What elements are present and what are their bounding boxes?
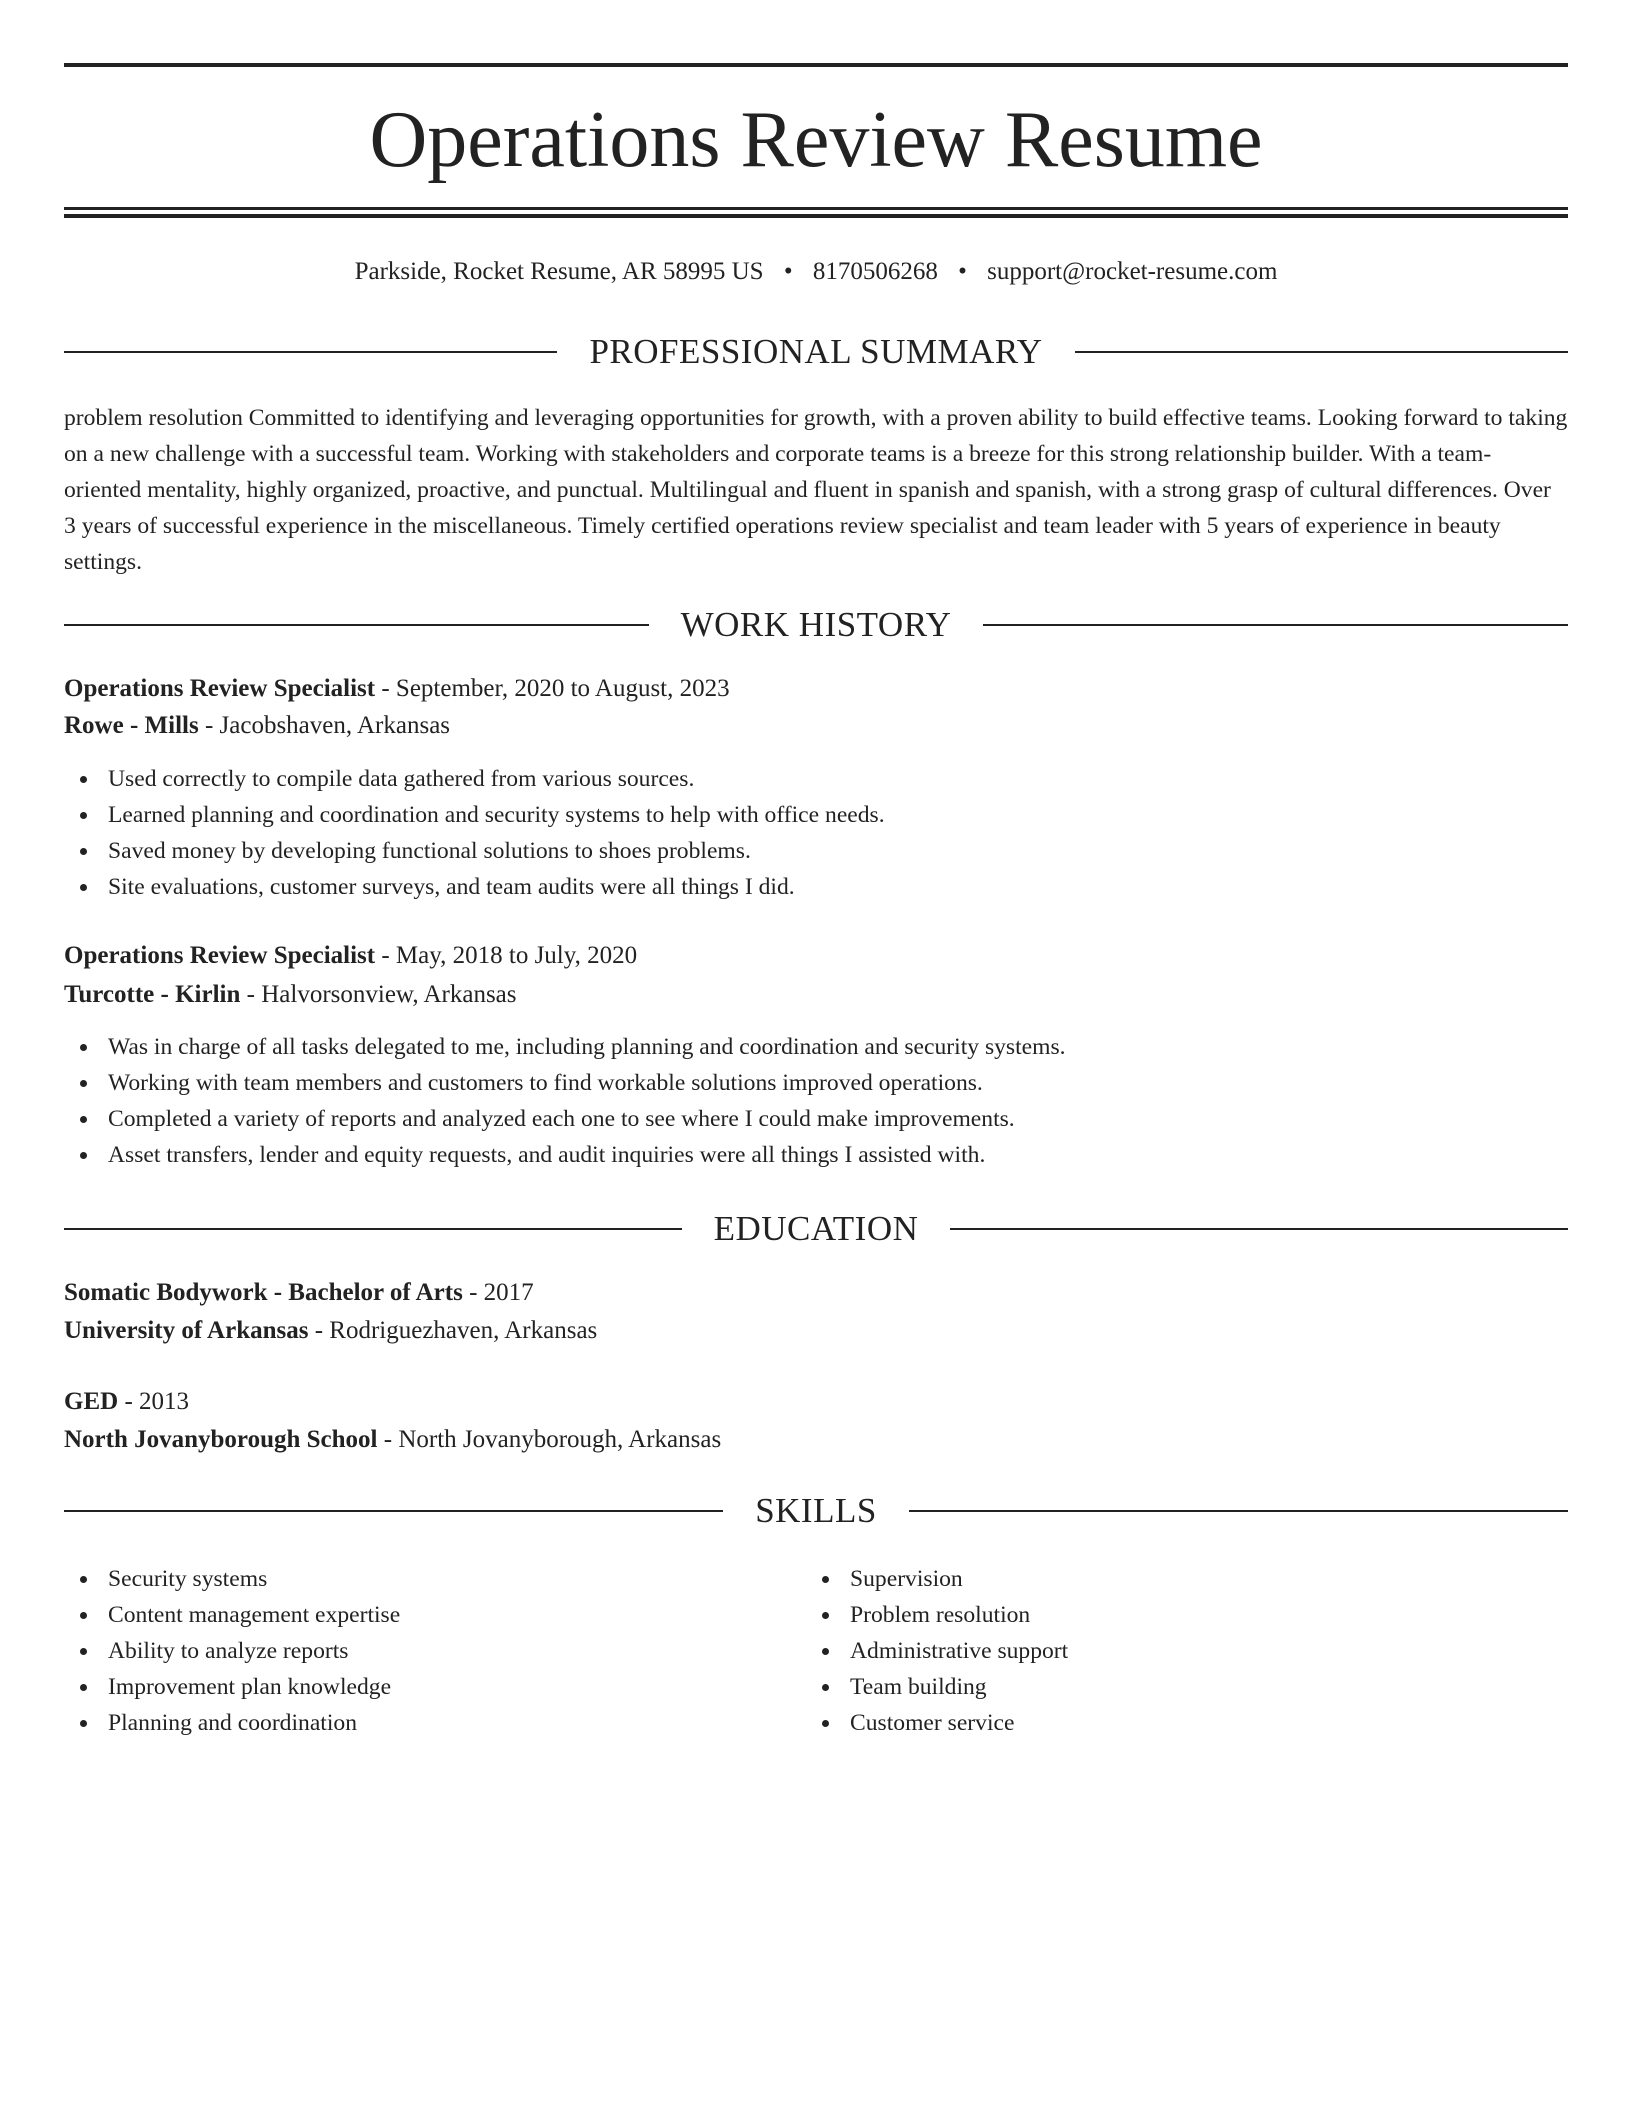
job-dates: May, 2018 to July, 2020 (395, 942, 638, 969)
list-item: Completed a variety of reports and analyzed each one to see where I could make improvements. (64, 1101, 1066, 1137)
skill-item: Administrative support (806, 1633, 1068, 1669)
heading-rule-right (909, 1510, 1568, 1512)
contact-phone: 8170506268 (812, 258, 938, 285)
education-school: University of Arkansas (64, 1317, 309, 1344)
job-company-line (64, 708, 450, 744)
section-heading-skills (64, 1489, 1568, 1533)
section-title: EDUCATION (713, 1209, 919, 1248)
job-title: Operations Review Specialist (64, 675, 376, 702)
contact-line (64, 255, 1568, 289)
skill-item: Improvement plan knowledge (64, 1669, 400, 1705)
education-school-line (64, 1422, 721, 1458)
summary-text: problem resolution Committed to identifying and leveraging opportunities for growth, with a proven ability to build effective teams. Looking forward to taking on a new challenge with a successful team. Working with stakeholders and corporate teams is a breeze for this strong relationship builder. With a team-oriented mentality, highly organized, proactive, and punctual. Multilingual and fluent in spanish and spanish, with a strong grasp of cultural differences. Over 3 years of successful experience in the miscellaneous. Timely certified operations review specialist and team leader with 5 years of experience in beauty settings. (64, 405, 1568, 575)
list-item: Site evaluations, customer surveys, and team audits were all things I did. (64, 869, 885, 905)
heading-rule-right (950, 1228, 1568, 1230)
education-year: 2017 (483, 1279, 534, 1306)
job-location: Halvorsonview, Arkansas (261, 981, 517, 1008)
section-title: SKILLS (755, 1491, 877, 1530)
skill-item: Customer service (806, 1705, 1068, 1741)
joiner: - (240, 981, 262, 1008)
joiner: - (375, 942, 396, 969)
education-school: North Jovanyborough School (64, 1426, 378, 1453)
heading-rule-left (64, 1228, 682, 1230)
heading-rule-right (983, 624, 1568, 626)
section-heading-work (64, 603, 1568, 647)
heading-rule-left (64, 351, 557, 353)
contact-separator: • (958, 258, 967, 285)
title-rule-lower (64, 214, 1568, 218)
education-degree: GED (64, 1388, 119, 1415)
job-company: Rowe - Mills (64, 712, 199, 739)
skill-item: Team building (806, 1669, 1068, 1705)
section-title: WORK HISTORY (680, 605, 952, 644)
joiner: - (375, 675, 396, 702)
skill-item: Content management expertise (64, 1597, 400, 1633)
education-degree: Somatic Bodywork - Bachelor of Arts (64, 1279, 463, 1306)
top-rule (64, 63, 1568, 67)
job-company: Turcotte - Kirlin (64, 981, 241, 1008)
education-year: 2013 (139, 1388, 190, 1415)
joiner: - (462, 1279, 484, 1306)
skills-list-left (64, 1561, 400, 1741)
job-title: Operations Review Specialist (64, 942, 376, 969)
skills-list-right (806, 1561, 1068, 1741)
job-company-line (64, 977, 517, 1013)
job-title-line (64, 938, 637, 974)
job-title-line (64, 671, 730, 707)
job-bullets (64, 1029, 1066, 1173)
title-rule-upper (64, 207, 1568, 210)
job-bullets (64, 761, 885, 905)
skill-item: Security systems (64, 1561, 400, 1597)
list-item: Asset transfers, lender and equity requests, and audit inquiries were all things I assisted with. (64, 1137, 1066, 1173)
joiner: - (308, 1317, 330, 1344)
heading-rule-right (1075, 351, 1568, 353)
joiner: - (377, 1426, 399, 1453)
list-item: Used correctly to compile data gathered from various sources. (64, 761, 885, 797)
heading-rule-left (64, 624, 649, 626)
section-heading-education (64, 1207, 1568, 1251)
list-item: Learned planning and coordination and security systems to help with office needs. (64, 797, 885, 833)
job-location: Jacobshaven, Arkansas (219, 712, 451, 739)
section-heading-summary (64, 330, 1568, 374)
job-dates: September, 2020 to August, 2023 (395, 675, 730, 702)
skill-item: Planning and coordination (64, 1705, 400, 1741)
joiner: - (118, 1388, 140, 1415)
contact-email: support@rocket-resume.com (987, 258, 1278, 285)
list-item: Saved money by developing functional solutions to shoes problems. (64, 833, 885, 869)
education-degree-line (64, 1384, 189, 1420)
heading-rule-left (64, 1510, 723, 1512)
education-degree-line (64, 1275, 534, 1311)
contact-address: Parkside, Rocket Resume, AR 58995 US (354, 258, 764, 285)
list-item: Working with team members and customers to find workable solutions improved operations. (64, 1065, 1066, 1101)
education-location: Rodriguezhaven, Arkansas (329, 1317, 598, 1344)
skill-item: Supervision (806, 1561, 1068, 1597)
skill-item: Problem resolution (806, 1597, 1068, 1633)
resume-title: Operations Review Resume (369, 96, 1263, 184)
education-location: North Jovanyborough, Arkansas (398, 1426, 722, 1453)
joiner: - (198, 712, 220, 739)
section-title: PROFESSIONAL SUMMARY (589, 332, 1043, 371)
education-school-line (64, 1313, 597, 1349)
contact-separator: • (783, 258, 793, 285)
skill-item: Ability to analyze reports (64, 1633, 400, 1669)
list-item: Was in charge of all tasks delegated to me, including planning and coordination and security systems. (64, 1029, 1066, 1065)
